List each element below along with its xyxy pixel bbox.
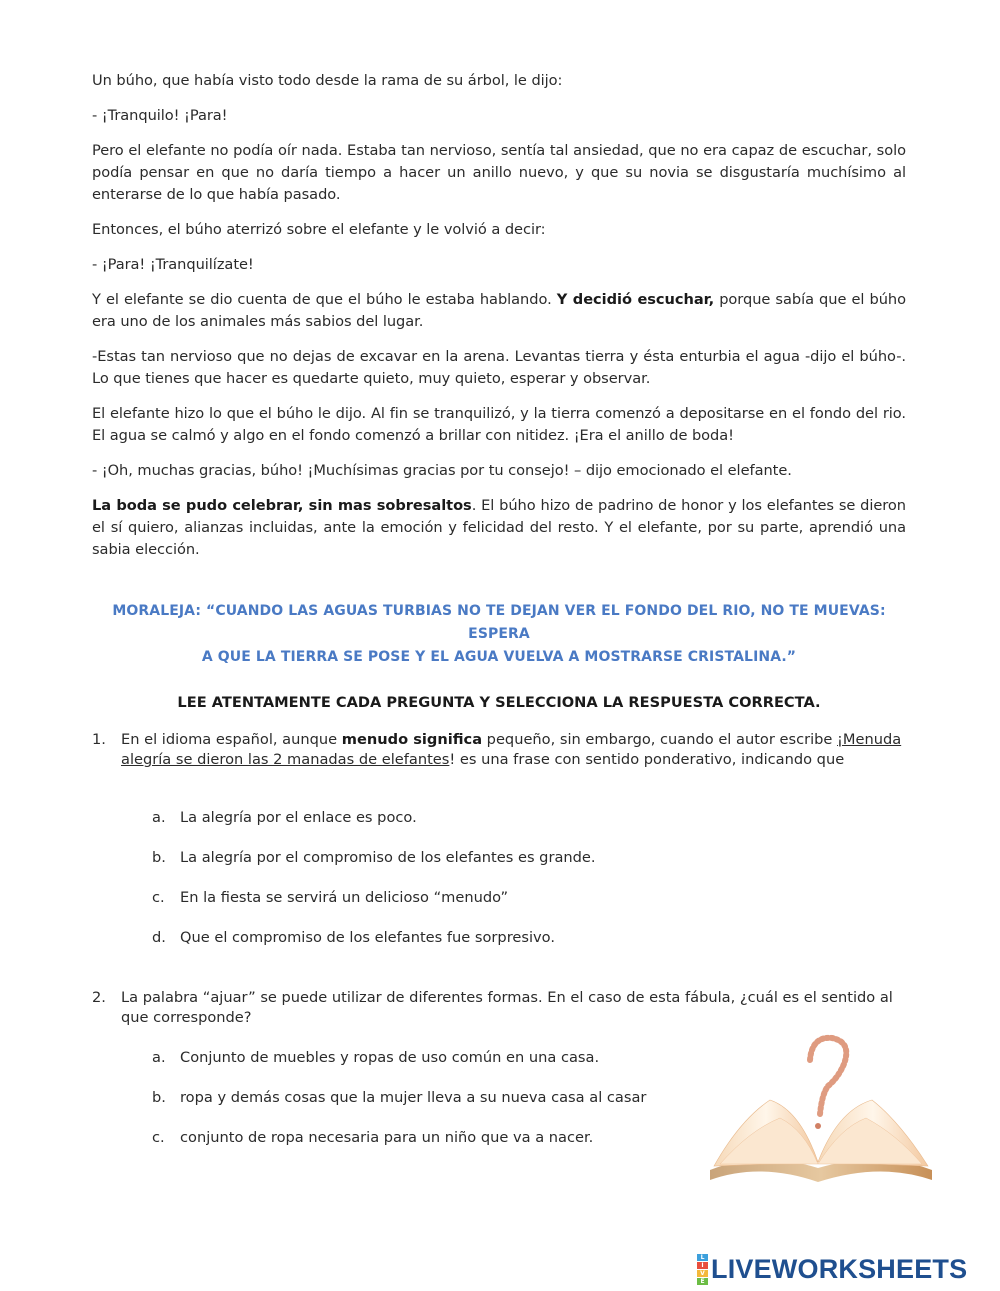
answer-option-1d[interactable] xyxy=(152,928,555,948)
liveworksheets-logo xyxy=(697,1252,967,1286)
question-text-span: En el idioma español, aunque xyxy=(121,731,342,748)
option-text: En la fiesta se servirá un delicioso “menudo” xyxy=(180,889,509,906)
story-paragraph: El elefante hizo lo que el búho le dijo. Al fin se tranquilizó, y la tierra comenzó a depositarse en el fondo del rio. El agua se calmó y algo en el fondo comenzó a brillar con nitidez. ¡Era el anillo de boda! xyxy=(92,405,906,444)
question-text-span: pequeño, sin embargo, cuando el autor escribe xyxy=(482,731,838,748)
story-bold-text: La boda se pudo celebrar, sin mas sobresaltos xyxy=(92,497,472,514)
question-text-span: ! es una frase con sentido ponderativo, indicando que xyxy=(449,751,845,768)
story-paragraph: Pero el elefante no podía oír nada. Estaba tan nervioso, sentía tal ansiedad, que no era capaz de escuchar, solo podía pensar en que no daría tiempo a hacer un anillo nuevo, y que su novia se disgustaría muchísimo al enterarse de lo que había pasado. xyxy=(92,142,906,203)
answer-option-1b[interactable] xyxy=(152,848,596,868)
option-text: La alegría por el enlace es poco. xyxy=(180,809,417,826)
logo-block: E xyxy=(697,1278,708,1285)
option-letter: c. xyxy=(152,1129,165,1146)
question-text: La palabra “ajuar” se puede utilizar de diferentes formas. En el caso de esta fábula, ¿cuál es el sentido al que corresponde? xyxy=(121,989,893,1026)
answer-option-2b[interactable] xyxy=(152,1088,646,1108)
option-text: conjunto de ropa necesaria para un niño que va a nacer. xyxy=(180,1129,594,1146)
story-text-span: . El búho hizo de padrino de honor y los elefantes se dieron el sí quiero, alianzas incluidas, ante la emoción y felicidad del resto. Y el elefante, por su parte, aprendió una sabia elección. xyxy=(92,497,906,558)
logo-block: I xyxy=(697,1262,708,1269)
option-letter: a. xyxy=(152,1049,166,1066)
answer-option-2a[interactable] xyxy=(152,1048,599,1068)
story-paragraph: Entonces, el búho aterrizó sobre el elefante y le volvió a decir: xyxy=(92,221,546,238)
story-paragraph xyxy=(92,289,906,333)
question-underlined-text: ¡Menuda alegría se dieron las 2 manadas de elefantes xyxy=(121,731,902,768)
story-paragraph: - ¡Para! ¡Tranquilízate! xyxy=(92,256,254,273)
story-paragraph: - ¡Tranquilo! ¡Para! xyxy=(92,107,228,124)
moral-line-1: MORALEJA: “CUANDO LAS AGUAS TURBIAS NO TE DEJAN VER EL FONDO DEL RIO, NO TE MUEVAS: ESPERA xyxy=(112,603,886,642)
option-letter: d. xyxy=(152,929,166,946)
question-bold-text: menudo significa xyxy=(341,731,483,748)
instructions-heading: LEE ATENTAMENTE CADA PREGUNTA Y SELECCIONA LA RESPUESTA CORRECTA. xyxy=(177,694,821,711)
story-paragraph: Un búho, que había visto todo desde la rama de su árbol, le dijo: xyxy=(92,72,563,89)
moral-heading xyxy=(92,600,906,669)
option-letter: b. xyxy=(152,1089,166,1106)
logo-block: L xyxy=(697,1254,708,1261)
option-letter: a. xyxy=(152,809,166,826)
question-2 xyxy=(92,988,906,1028)
story-text-span: Y el elefante se dio cuenta de que el búho le estaba hablando. xyxy=(92,291,557,308)
answer-option-1c[interactable] xyxy=(152,888,508,908)
question-1 xyxy=(92,730,906,770)
story-bold-text: Y decidió escuchar, xyxy=(556,291,715,308)
story-paragraph xyxy=(92,495,906,561)
option-text: Conjunto de muebles y ropas de uso común en una casa. xyxy=(180,1049,600,1066)
story-paragraph: - ¡Oh, muchas gracias, búho! ¡Muchísimas gracias por tu consejo! – dijo emocionado el elefante. xyxy=(92,462,792,479)
option-letter: c. xyxy=(152,889,165,906)
story-text-span: porque sabía que el búho era uno de los animales más sabios del lugar. xyxy=(92,291,906,330)
moral-line-2: A QUE LA TIERRA SE POSE Y EL AGUA VUELVA A MOSTRARSE CRISTALINA.” xyxy=(201,649,797,665)
question-text xyxy=(121,730,906,770)
logo-blocks xyxy=(697,1254,708,1285)
option-text: ropa y demás cosas que la mujer lleva a su nueva casa al casar xyxy=(180,1089,647,1106)
story-paragraph: -Estas tan nervioso que no dejas de excavar en la arena. Levantas tierra y ésta enturbia el agua -dijo el búho-. Lo que tienes que hacer es quedarte quieto, muy quieto, esperar y observar. xyxy=(92,348,906,387)
option-text: La alegría por el compromiso de los elefantes es grande. xyxy=(180,849,596,866)
logo-text: LIVEWORKSHEETS xyxy=(711,1253,968,1284)
option-letter: b. xyxy=(152,849,166,866)
question-number: 1. xyxy=(92,731,106,748)
answer-option-2c[interactable] xyxy=(152,1128,593,1148)
logo-block: V xyxy=(697,1270,708,1277)
story-text xyxy=(92,70,906,574)
answer-option-1a[interactable] xyxy=(152,808,417,828)
open-book-question-icon xyxy=(700,1030,940,1190)
option-text: Que el compromiso de los elefantes fue sorpresivo. xyxy=(180,929,555,946)
question-number: 2. xyxy=(92,989,106,1006)
